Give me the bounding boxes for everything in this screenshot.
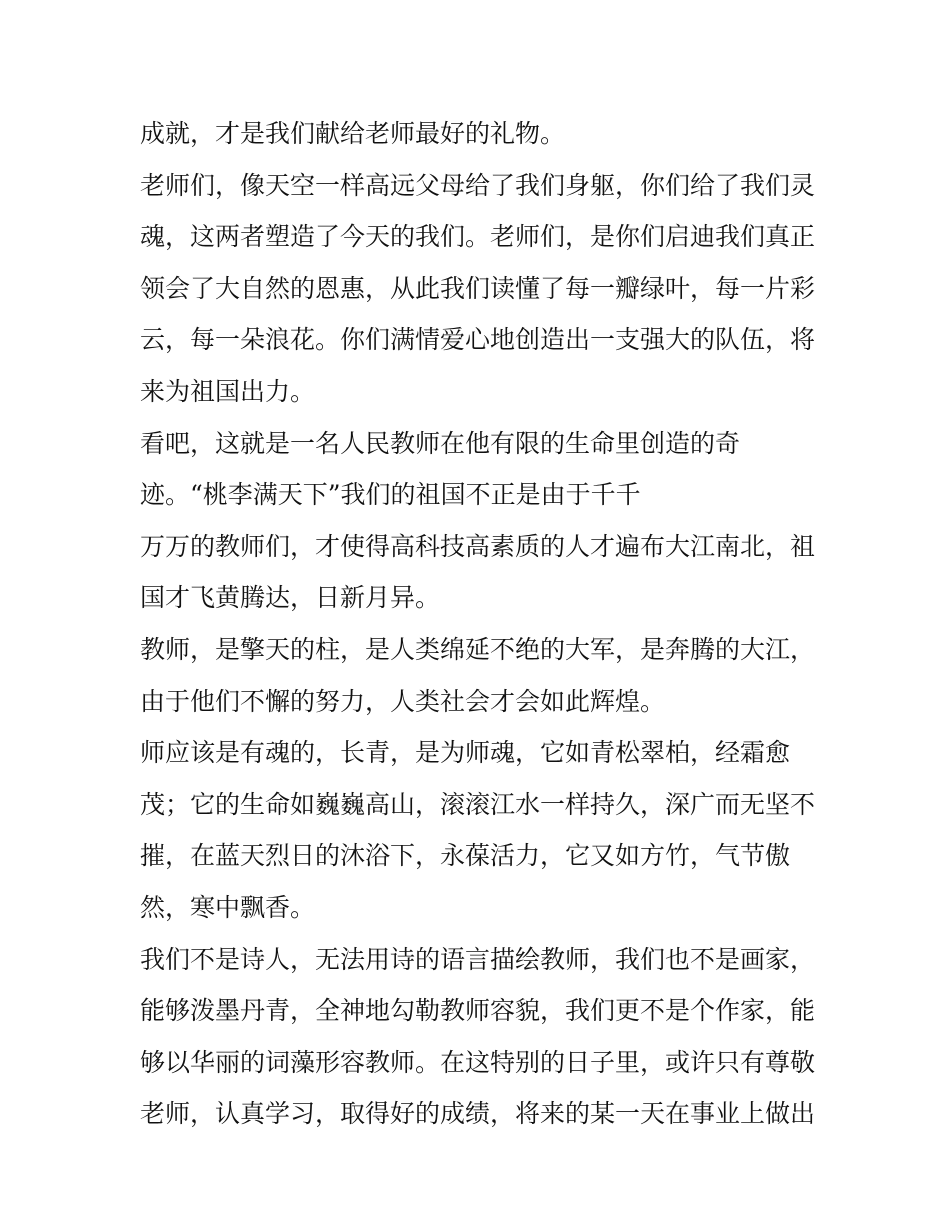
- text-line: 由于他们不懈的努力，人类社会才会如此辉煌。: [140, 686, 666, 716]
- body-text: [140, 108, 820, 1140]
- text-line: 成就，才是我们献给老师最好的礼物。: [140, 119, 566, 148]
- text-line: 万万的教师们，才使得高科技高素质的人才遍布大江南北，祖: [140, 531, 816, 561]
- text-line: 茂；它的生命如巍巍高山，滚滚江水一样持久，深广而无坚不: [140, 789, 816, 819]
- text-line: 云，每一朵浪花。你们满情爱心地创造出一支强大的队伍，将: [140, 325, 816, 355]
- text-line: 师应该是有魂的，长青，是为师魂，它如青松翠柏，经霜愈: [140, 738, 791, 768]
- text-line: 国才飞黄腾达，日新月异。: [140, 583, 441, 613]
- text-line: 魂，这两者塑造了今天的我们。老师们，是你们启迪我们真正: [140, 222, 816, 252]
- text-line: 我们不是诗人，无法用诗的语言描绘教师，我们也不是画家，: [140, 944, 816, 974]
- text-line: 然，寒中飘香。: [140, 892, 316, 922]
- text-line: 领会了大自然的恩惠，从此我们读懂了每一瓣绿叶，每一片彩: [140, 273, 816, 303]
- text-line: 老师，认真学习，取得好的成绩，将来的某一天在事业上做出: [140, 1099, 816, 1129]
- text-line: 能够泼墨丹青，全神地勾勒教师容貌，我们更不是个作家，能: [140, 996, 816, 1026]
- text-line: 老师们，像天空一样高远父母给了我们身躯，你们给了我们灵: [140, 170, 816, 200]
- text-line: 看吧，这就是一名人民教师在他有限的生命里创造的奇: [140, 428, 741, 458]
- text-line: 够以华丽的词藻形容教师。在这特别的日子里，或许只有尊敬: [140, 1047, 816, 1077]
- text-line: 教师，是擎天的柱，是人类绵延不绝的大军，是奔腾的大江，: [140, 634, 816, 664]
- text-line: 迹。“桃李满天下”我们的祖国不正是由于千千: [140, 480, 641, 510]
- text-line: 来为祖国出力。: [140, 376, 316, 406]
- text-line: 摧，在蓝天烈日的沐浴下，永葆活力，它又如方竹，气节傲: [140, 841, 791, 871]
